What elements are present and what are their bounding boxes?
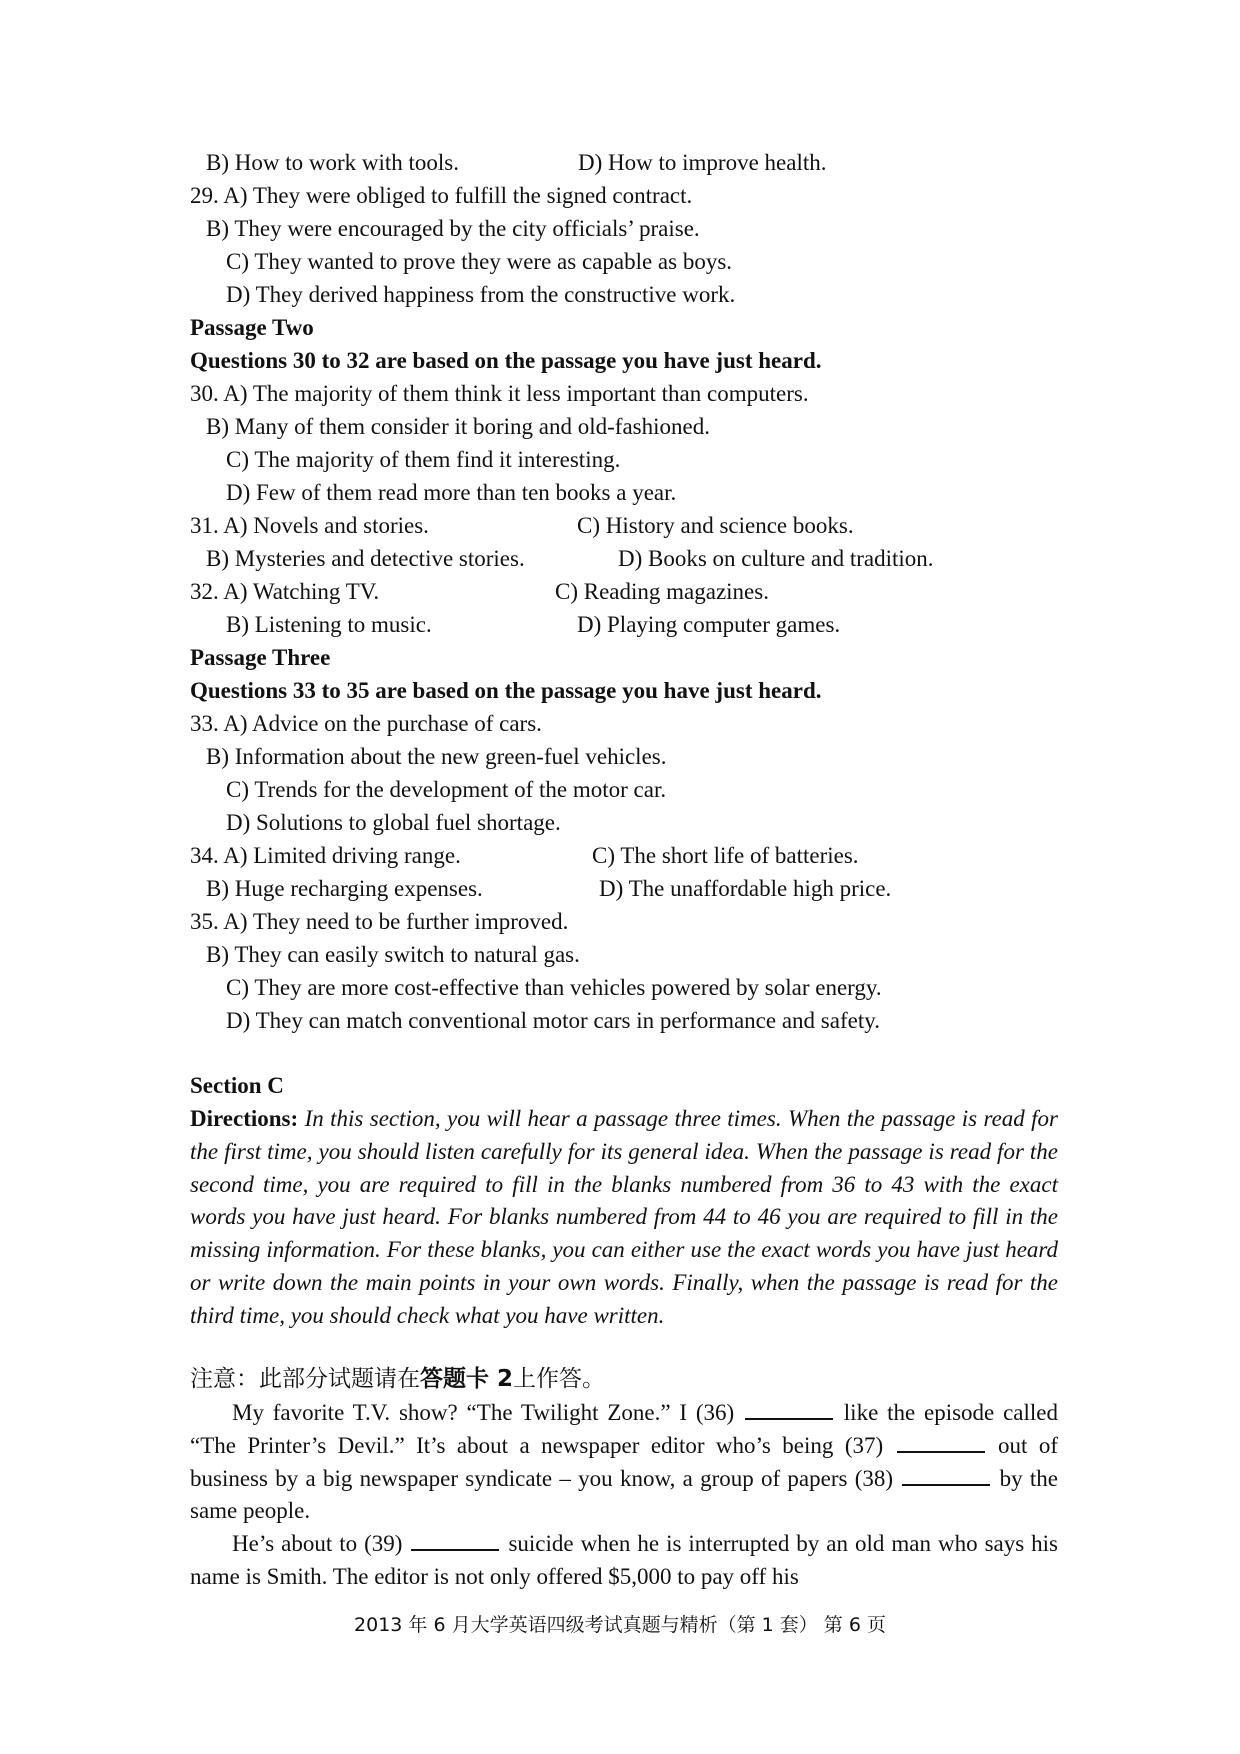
note-answer-sheet: 答题卡 2 bbox=[420, 1366, 514, 1392]
blank-39[interactable] bbox=[411, 1529, 499, 1551]
passage-text-2a: He’s about to (39) bbox=[232, 1531, 403, 1556]
passage-three-title: Passage Three bbox=[190, 645, 331, 670]
q33-option-a: 33. A) Advice on the purchase of cars. bbox=[190, 711, 542, 736]
q33-option-d: D) Solutions to global fuel shortage. bbox=[226, 810, 561, 835]
q29-option-c: C) They wanted to prove they were as capable as boys. bbox=[226, 249, 733, 274]
blank-38[interactable] bbox=[902, 1464, 990, 1486]
dictation-paragraph-2 bbox=[190, 1528, 1058, 1594]
q30-option-b: B) Many of them consider it boring and old-fashioned. bbox=[206, 414, 710, 439]
blank-37[interactable] bbox=[897, 1431, 985, 1453]
q33-option-b: B) Information about the new green-fuel vehicles. bbox=[206, 744, 667, 769]
passage-two-instruction: Questions 30 to 32 are based on the passage you have just heard. bbox=[190, 348, 822, 373]
answer-sheet-note bbox=[190, 1364, 605, 1394]
blank-36[interactable] bbox=[745, 1398, 833, 1420]
dictation-paragraph-1 bbox=[190, 1397, 1058, 1528]
note-prefix: 注意：此部分试题请在 bbox=[190, 1366, 420, 1392]
q35-option-c: C) They are more cost-effective than vehicles powered by solar energy. bbox=[226, 975, 882, 1000]
q35-option-a: 35. A) They need to be further improved. bbox=[190, 909, 569, 934]
q29-option-b: B) They were encouraged by the city officials’ praise. bbox=[206, 216, 700, 241]
q35-option-b: B) They can easily switch to natural gas. bbox=[206, 942, 580, 967]
page-footer: 2013 年 6 月大学英语四级考试真题与精析（第 1 套） 第 6 页 bbox=[354, 1614, 886, 1636]
q35-option-d: D) They can match conventional motor cars in performance and safety. bbox=[226, 1008, 880, 1033]
q28-option-d: D) How to improve health. bbox=[578, 150, 827, 175]
section-c-directions bbox=[190, 1103, 1058, 1333]
q34-option-a: 34. A) Limited driving range. bbox=[190, 843, 461, 868]
passage-three-instruction: Questions 33 to 35 are based on the passage you have just heard. bbox=[190, 678, 822, 703]
directions-label: Directions: bbox=[190, 1106, 299, 1131]
section-c-title: Section C bbox=[190, 1073, 284, 1098]
q32-option-b: B) Listening to music. bbox=[226, 612, 432, 637]
q29-option-d: D) They derived happiness from the constructive work. bbox=[226, 282, 736, 307]
directions-text: In this section, you will hear a passage three times. When the passage is read for the first time, you should listen carefully for its general idea. When the passage is read for the second time, you are required to fill in the blanks numbered from 36 to 43 with the exact words you have just heard. For blanks numbered from 44 to 46 you are required to fill in the missing information. For these blanks, you can either use the exact words you have just heard or write down the main points in your own words. Finally, when the passage is read for the third time, you should check what you have written. bbox=[190, 1106, 1059, 1328]
passage-text-2b: suicide when he is interrupted by an old man who says his name is Smith. The editor is not only offered $5,000 to pay off his bbox=[190, 1531, 1059, 1589]
passage-text-1a: My favorite T.V. show? “The Twilight Zone.” I (36) bbox=[232, 1400, 735, 1425]
q30-option-a: 30. A) The majority of them think it less important than computers. bbox=[190, 381, 809, 406]
q29-option-a: 29. A) They were obliged to fulfill the signed contract. bbox=[190, 183, 693, 208]
q30-option-c: C) The majority of them find it interesting. bbox=[226, 447, 621, 472]
q31-option-a: 31. A) Novels and stories. bbox=[190, 513, 429, 538]
passage-text-1b: like the episode called “The Printer’s Devil.” It’s about a newspaper editor who’s being (37) bbox=[190, 1400, 1058, 1458]
q32-option-a: 32. A) Watching TV. bbox=[190, 579, 380, 604]
q31-option-b: B) Mysteries and detective stories. bbox=[206, 546, 525, 571]
note-suffix: 上作答。 bbox=[513, 1366, 606, 1392]
q32-option-c: C) Reading magazines. bbox=[555, 579, 769, 604]
passage-text-1c: out of business by a big newspaper syndicate – you know, a group of papers (38) bbox=[190, 1432, 1059, 1491]
q34-option-c: C) The short life of batteries. bbox=[592, 843, 859, 868]
q32-option-d: D) Playing computer games. bbox=[577, 612, 841, 637]
q34-option-d: D) The unaffordable high price. bbox=[599, 876, 892, 901]
passage-two-title: Passage Two bbox=[190, 315, 314, 340]
q28-option-b: B) How to work with tools. bbox=[206, 150, 459, 175]
q33-option-c: C) Trends for the development of the motor car. bbox=[226, 777, 667, 802]
q31-option-c: C) History and science books. bbox=[577, 513, 854, 538]
q30-option-d: D) Few of them read more than ten books a year. bbox=[226, 480, 677, 505]
q34-option-b: B) Huge recharging expenses. bbox=[206, 876, 483, 901]
q31-option-d: D) Books on culture and tradition. bbox=[618, 546, 934, 571]
passage-text-1d: by the same people. bbox=[190, 1465, 1058, 1524]
